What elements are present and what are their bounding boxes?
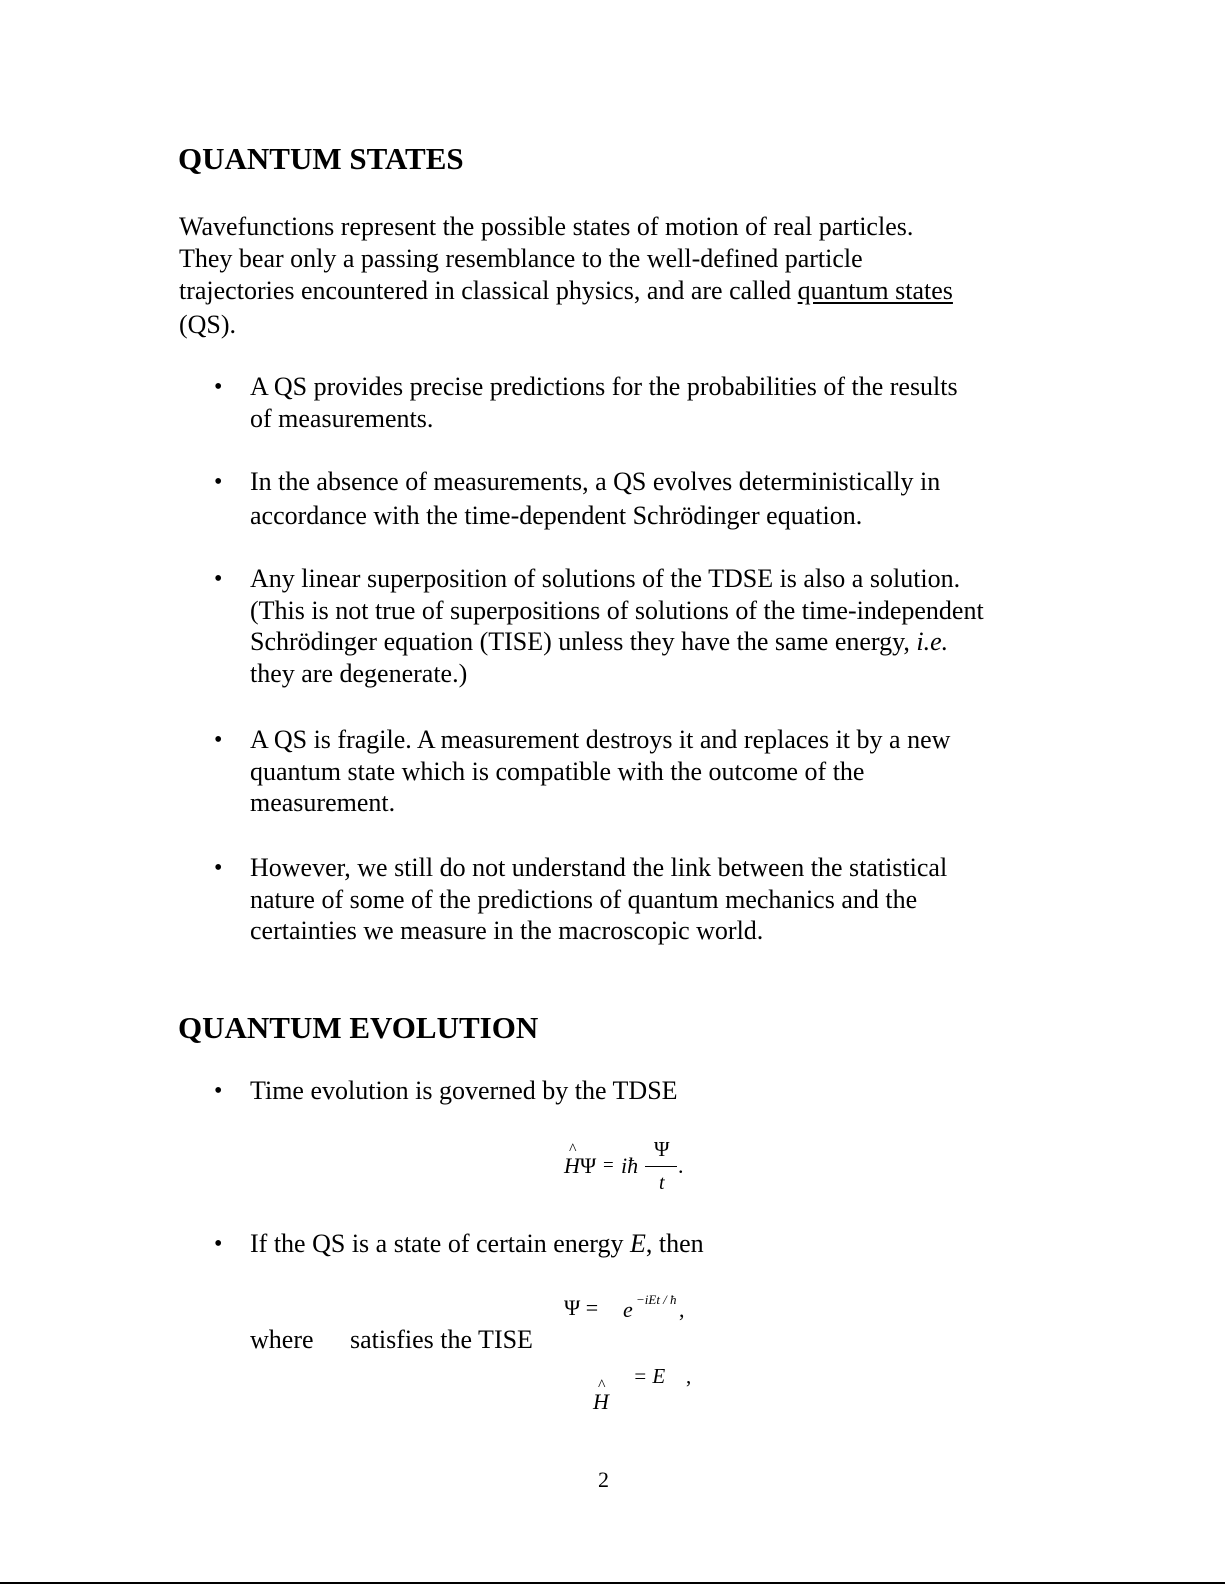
energy-variable: E: [630, 1229, 646, 1258]
intro-line-1: Wavefunctions represent the possible states of motion of real particles.: [179, 212, 914, 241]
bullet-line: nature of some of the predictions of quantum mechanics and the: [250, 885, 918, 914]
page-number: 2: [598, 1467, 609, 1492]
bullet-line: A QS is fragile. A measurement destroys it and replaces it by a new: [250, 725, 951, 754]
equation-comma: ,: [686, 1364, 692, 1388]
bullet-dot-icon: •: [214, 1231, 223, 1257]
bullet-line-text: Schrödinger equation (TISE) unless they have the same energy,: [250, 627, 917, 656]
bullet-line-text-end: , then: [645, 1229, 704, 1258]
bullet-dot-icon: •: [214, 1078, 223, 1104]
bullet-line: A QS provides precise predictions for the probabilities of the results: [250, 372, 958, 401]
intro-line-3: [179, 275, 953, 307]
bullet-line: (This is not true of superpositions of solutions of the time-independent: [250, 596, 984, 625]
bullet-line: accordance with the time-dependent Schrödinger equation.: [250, 501, 863, 530]
intro-line-4: (QS).: [179, 310, 237, 339]
exponent: −iEt / ħ: [636, 1292, 677, 1307]
bullet-line: quantum state which is compatible with the outcome of the: [250, 757, 865, 786]
exponential-base: e: [623, 1297, 633, 1322]
psi-equals: Ψ =: [564, 1295, 599, 1320]
bullet-line: certainties we measure in the macroscopic world.: [250, 916, 764, 945]
intro-line-2: They bear only a passing resemblance to the well-defined particle: [179, 244, 863, 273]
bullet-dot-icon: •: [214, 374, 223, 400]
bullet-line-text: If the QS is a state of certain energy: [250, 1229, 630, 1258]
intro-line-3-text: trajectories encountered in classical physics, and are called: [179, 276, 798, 305]
bullet-line: Any linear superposition of solutions of the TDSE is also a solution.: [250, 564, 961, 593]
hamiltonian-operator: ^ H: [564, 1153, 580, 1179]
equals-energy: = E: [633, 1364, 666, 1388]
equation-comma: ,: [679, 1297, 685, 1322]
page-bottom-border: [0, 1582, 1225, 1584]
where-label: where: [250, 1325, 314, 1354]
bullet-dot-icon: •: [214, 855, 223, 881]
bullet-line: they are degenerate.): [250, 659, 468, 688]
equation-period: .: [678, 1153, 684, 1178]
hamiltonian-operator: ^ H: [593, 1389, 609, 1415]
bullet-dot-icon: •: [214, 469, 223, 495]
section-heading-quantum-states: QUANTUM STATES: [178, 141, 464, 176]
bullet-line: However, we still do not understand the link between the statistical: [250, 853, 948, 882]
fraction-denominator: t: [659, 1172, 665, 1194]
bullet-line: of measurements.: [250, 404, 434, 433]
equals-sign: =: [603, 1155, 614, 1176]
bullet-line: In the absence of measurements, a QS evolves deterministically in: [250, 467, 941, 496]
where-rest-text: satisfies the TISE: [350, 1325, 533, 1354]
section-heading-quantum-evolution: QUANTUM EVOLUTION: [178, 1010, 539, 1045]
bullet-line: [250, 1228, 704, 1260]
bullet-line: Time evolution is governed by the TDSE: [250, 1076, 678, 1105]
underlined-term-quantum-states: quantum states: [797, 276, 953, 305]
psi-symbol: Ψ: [580, 1153, 597, 1178]
bullet-line: measurement.: [250, 788, 396, 817]
fraction-bar: [645, 1166, 677, 1167]
fraction-numerator: Ψ: [654, 1137, 670, 1161]
bullet-dot-icon: •: [214, 566, 223, 592]
bullet-line: [250, 626, 948, 658]
i-hbar: iħ: [621, 1153, 639, 1178]
italic-ie: i.e.: [916, 627, 949, 656]
bullet-dot-icon: •: [214, 727, 223, 753]
